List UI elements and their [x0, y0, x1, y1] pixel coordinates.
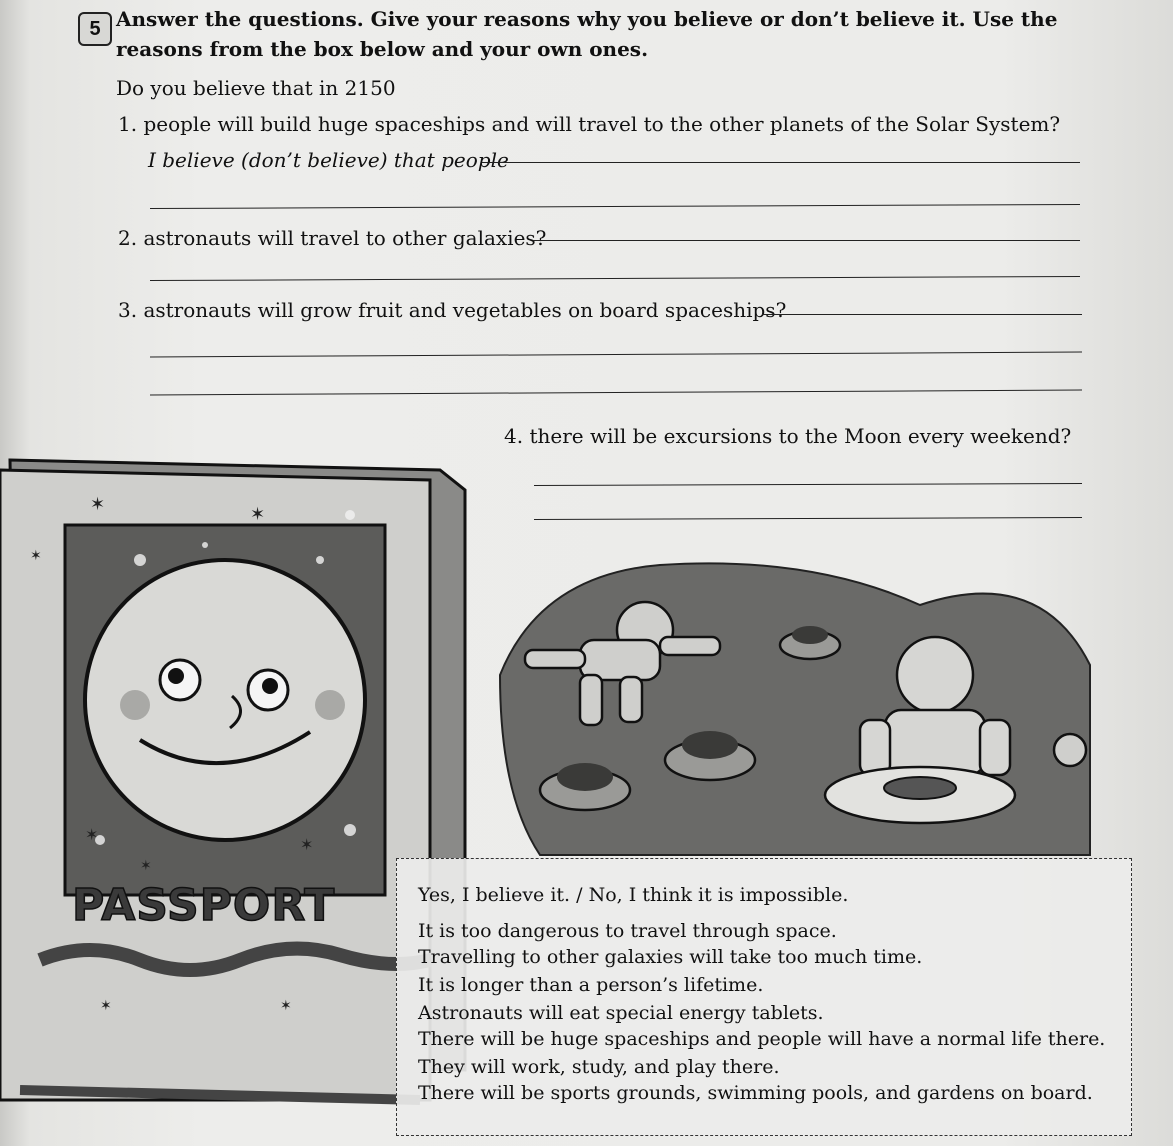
question-2 [118, 226, 546, 250]
question-2-number: 2. [118, 226, 138, 250]
svg-text:✶: ✶ [140, 858, 152, 874]
answer-line[interactable] [482, 162, 1080, 163]
question-4-number: 4. [504, 424, 524, 448]
reason-item: There will be sports grounds, swimming pools, and gardens on board. [418, 1082, 1093, 1104]
answer-starter: I believe (don’t believe) that people [148, 148, 509, 172]
reason-item: They will work, study, and play there. [418, 1056, 780, 1078]
question-3-number: 3. [118, 298, 138, 322]
exercise-instruction: Answer the questions. Give your reasons why you believe or don’t believe it. Use the reasons from the box below and your own ones. [116, 7, 1058, 61]
lead-text: Do you believe that in 2150 [116, 76, 396, 100]
question-4-text: there will be excursions to the Moon every weekend? [529, 424, 1072, 448]
svg-text:✶: ✶ [90, 494, 106, 515]
question-1 [118, 112, 1060, 136]
svg-text:✶: ✶ [100, 998, 112, 1014]
reason-item: Travelling to other galaxies will take too much time. [418, 946, 923, 968]
reason-item: Yes, I believe it. / No, I think it is impossible. [418, 884, 849, 906]
question-1-text: people will build huge spaceships and will travel to the other planets of the Solar System? [143, 112, 1061, 136]
reason-item: Astronauts will eat special energy tablets. [418, 1002, 824, 1024]
answer-line[interactable] [533, 240, 1080, 241]
reason-item: It is too dangerous to travel through space. [418, 920, 837, 942]
svg-text:✶: ✶ [85, 825, 99, 844]
astronauts-drawing [480, 545, 1120, 865]
question-3 [118, 298, 786, 322]
exercise-number: 5 [78, 12, 112, 46]
passport-label: PASSPORT [72, 880, 336, 931]
svg-text:✶: ✶ [300, 835, 314, 854]
reason-item: There will be huge spaceships and people will have a normal life there. [418, 1028, 1106, 1050]
reason-item: It is longer than a person’s lifetime. [418, 974, 764, 996]
question-2-text: astronauts will travel to other galaxies? [143, 226, 547, 250]
question-1-number: 1. [118, 112, 138, 136]
svg-text:✶: ✶ [250, 504, 266, 525]
astronauts-illustration [480, 545, 1120, 865]
question-3-text: astronauts will grow fruit and vegetables on board spaceships? [143, 298, 787, 322]
svg-text:✶: ✶ [30, 548, 42, 564]
svg-text:✶: ✶ [280, 998, 292, 1014]
answer-line[interactable] [762, 314, 1082, 315]
question-4 [504, 424, 1071, 448]
